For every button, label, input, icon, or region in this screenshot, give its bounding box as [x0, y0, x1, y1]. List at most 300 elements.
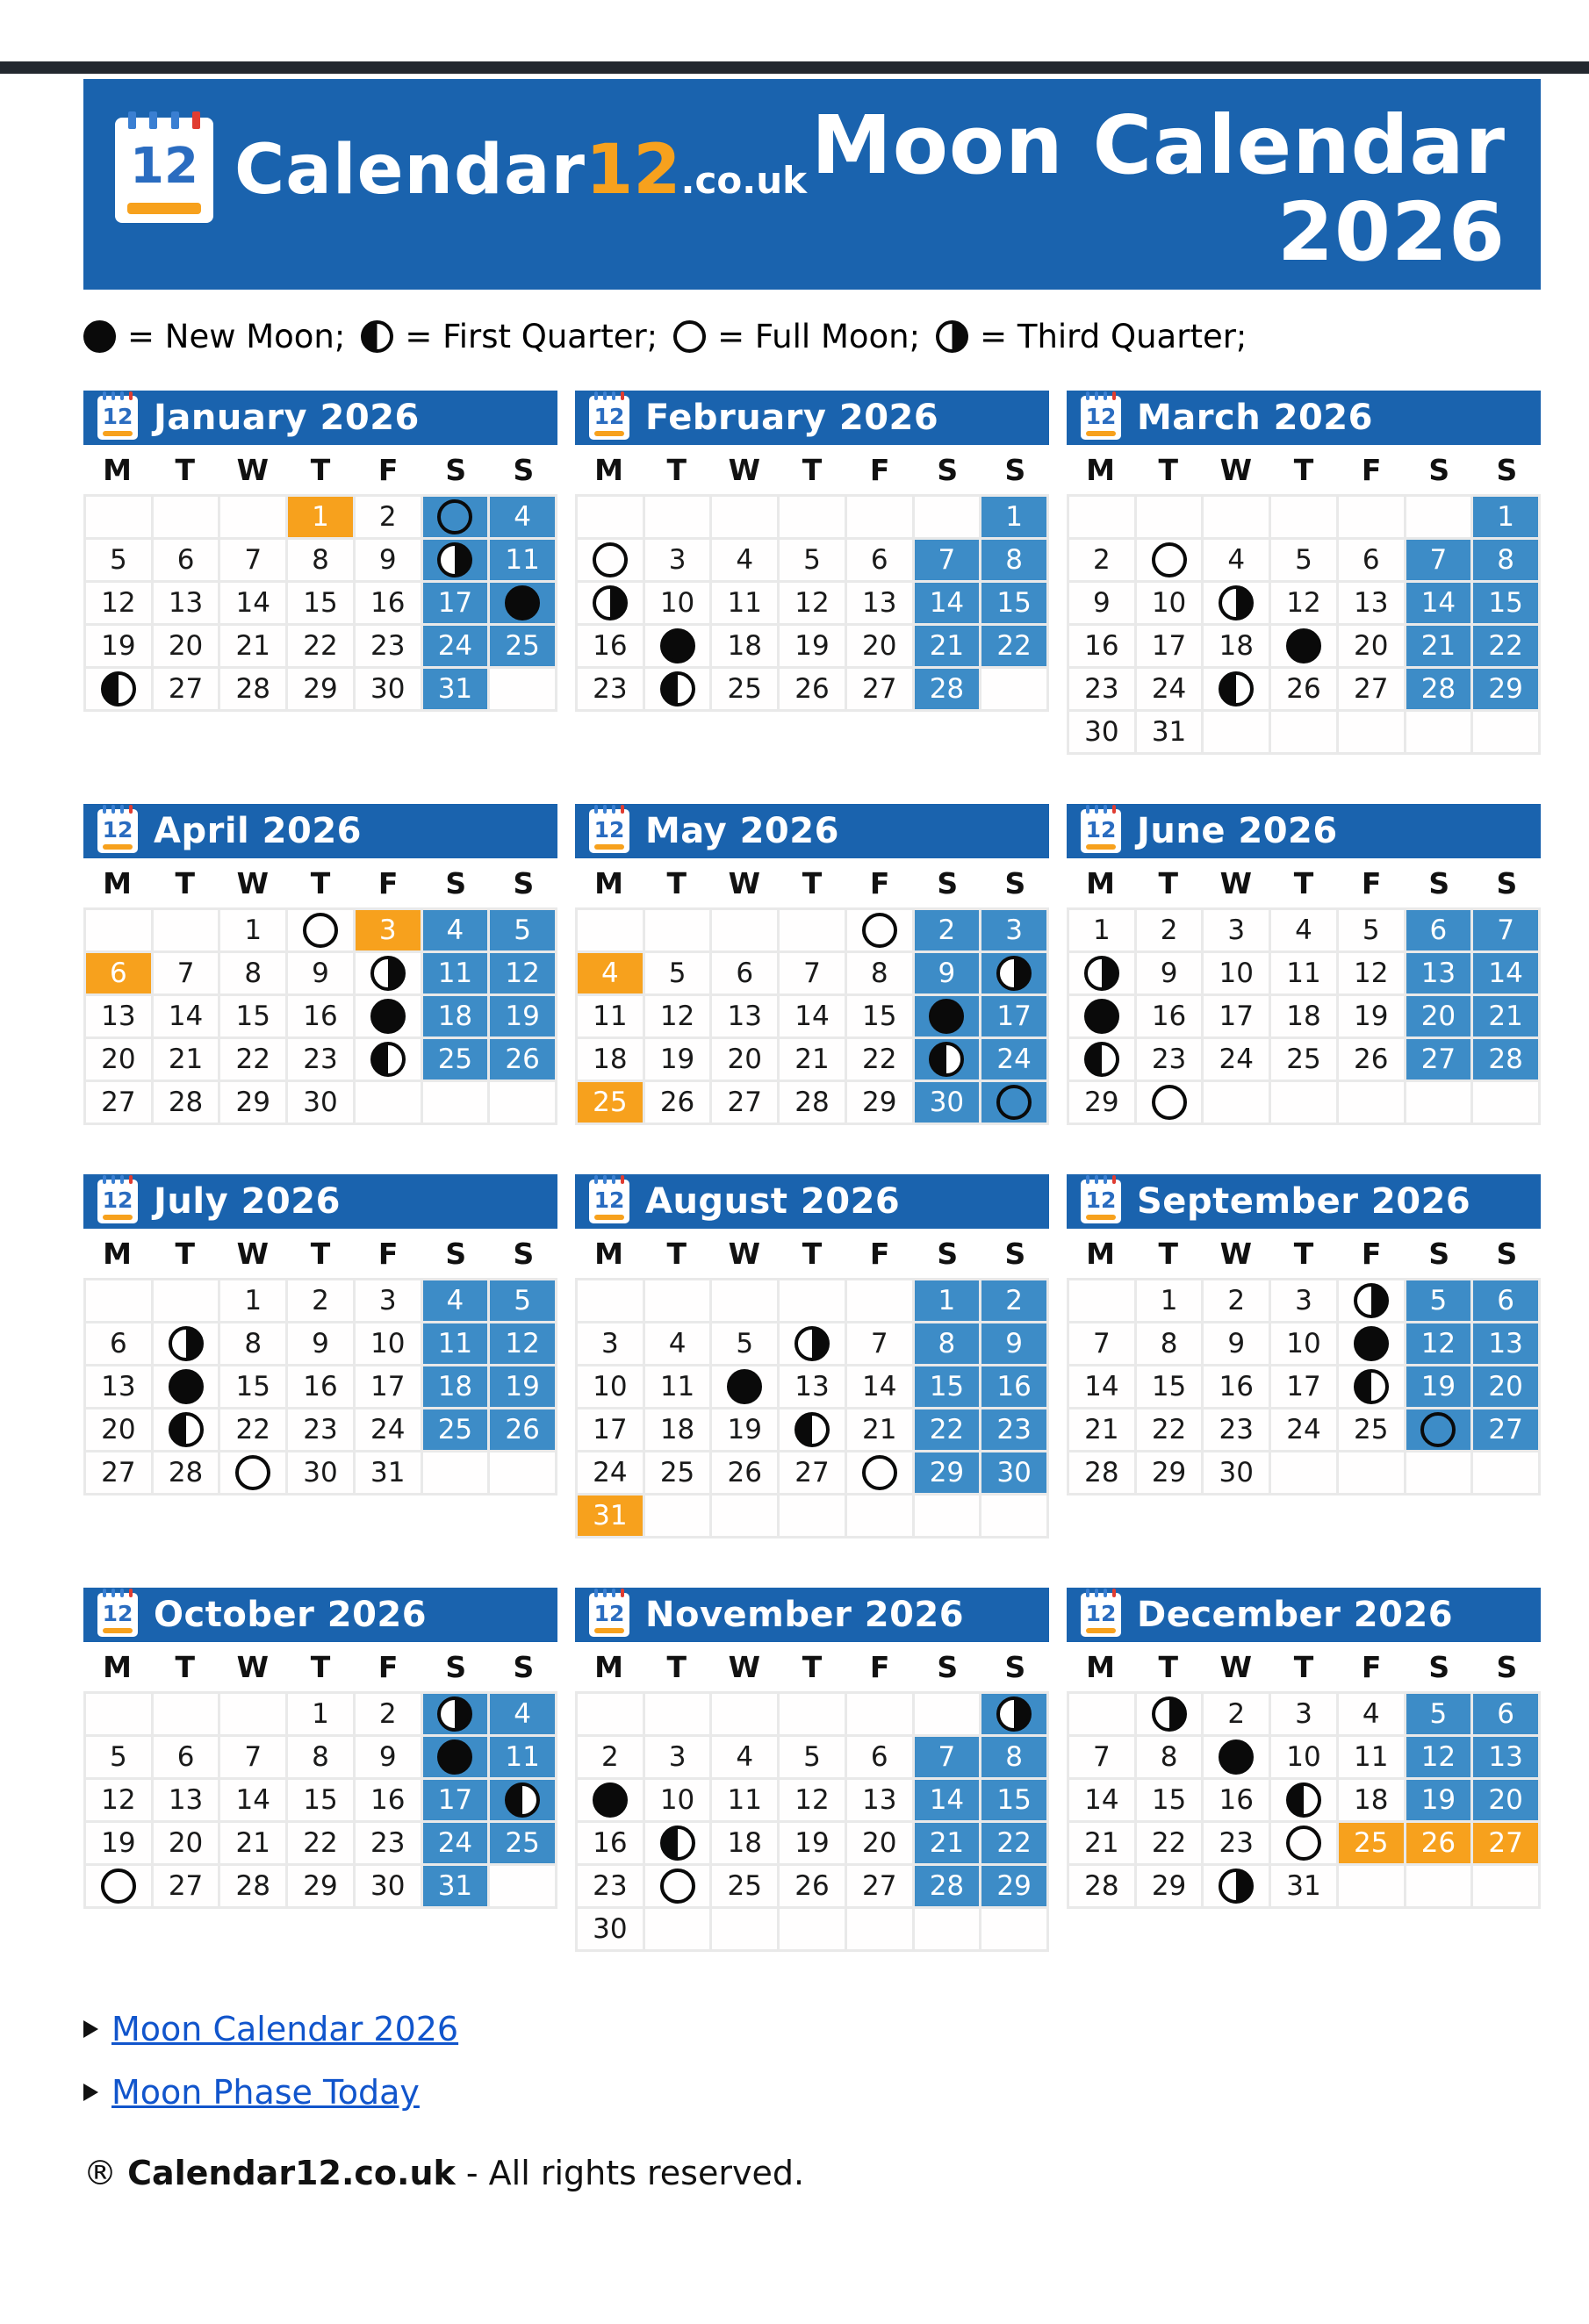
day-cell: 8: [288, 540, 353, 580]
moon-icon-new-moon: [727, 1369, 762, 1404]
day-of-week-label: W: [236, 1236, 270, 1271]
day-cell-empty: [712, 1909, 777, 1949]
day-cell: 16: [1204, 1780, 1269, 1820]
day-cell: 19: [1406, 1780, 1471, 1820]
day-of-week-label: T: [666, 452, 687, 487]
day-of-week-label: T: [666, 1649, 687, 1684]
day-cell: 25: [712, 1866, 777, 1906]
month-header: [83, 391, 557, 445]
month-day-grid: [1067, 1278, 1541, 1496]
day-cell: 27: [86, 1082, 151, 1123]
day-cell-empty: [423, 1082, 488, 1123]
day-of-week-label: M: [1086, 1236, 1115, 1271]
month-day-grid: [83, 494, 557, 712]
day-of-week-label: S: [513, 1649, 535, 1684]
day-cell: 15: [288, 1780, 353, 1820]
day-cell-moon-phase: [645, 669, 710, 709]
day-cell-empty: [86, 1280, 151, 1321]
day-of-week-row: [1067, 1642, 1541, 1691]
month-day-grid: [1067, 494, 1541, 755]
day-cell: 17: [356, 1366, 421, 1407]
day-of-week-label: W: [1219, 865, 1253, 900]
day-cell: 29: [1473, 669, 1538, 709]
day-cell-empty: [86, 910, 151, 950]
day-cell: 11: [578, 996, 643, 1036]
day-cell: 27: [1406, 1039, 1471, 1080]
day-cell: 8: [915, 1323, 980, 1364]
copyright-line: [83, 2154, 1589, 2192]
day-cell: 29: [288, 1866, 353, 1906]
day-of-week-label: M: [594, 452, 623, 487]
day-cell: 22: [220, 1409, 285, 1450]
day-of-week-label: W: [1219, 1649, 1253, 1684]
calendar-icon: 12: [589, 809, 629, 853]
day-cell: 21: [780, 1039, 845, 1080]
day-of-week-label: S: [1428, 452, 1450, 487]
moon-icon-third-quarter: [169, 1326, 204, 1361]
day-of-week-label: S: [1004, 1649, 1026, 1684]
moon-icon-full-moon: [1152, 542, 1187, 577]
month-title: December 2026: [1137, 1595, 1454, 1635]
month-title: November 2026: [645, 1595, 965, 1635]
day-of-week-label: T: [1158, 1649, 1178, 1684]
month-september-2026: [1067, 1174, 1541, 1496]
site-logo[interactable]: [115, 118, 807, 223]
day-cell: 9: [356, 1737, 421, 1777]
day-cell: 27: [847, 669, 912, 709]
day-cell: 27: [1473, 1823, 1538, 1863]
day-cell: 20: [847, 626, 912, 666]
day-cell: 30: [356, 1866, 421, 1906]
day-cell-moon-phase: [645, 1823, 710, 1863]
day-cell: 29: [1137, 1866, 1202, 1906]
day-of-week-label: S: [1428, 865, 1450, 900]
day-cell: 23: [356, 1823, 421, 1863]
day-of-week-label: T: [310, 1649, 331, 1684]
day-cell: 25: [1339, 1823, 1404, 1863]
day-cell-moon-phase: [1339, 1366, 1404, 1407]
day-cell-moon-phase: [1069, 996, 1134, 1036]
day-cell: 19: [712, 1409, 777, 1450]
day-of-week-label: S: [937, 452, 959, 487]
day-cell-empty: [712, 497, 777, 537]
day-cell: 10: [645, 583, 710, 623]
day-cell-empty: [780, 1496, 845, 1536]
calendar-icon: 12: [589, 1180, 629, 1223]
day-cell: 16: [356, 1780, 421, 1820]
day-cell-moon-phase: [1271, 1780, 1336, 1820]
day-of-week-label: T: [666, 1236, 687, 1271]
month-day-grid: [575, 907, 1049, 1125]
day-cell-empty: [1069, 1694, 1134, 1734]
day-cell: 9: [915, 953, 980, 993]
moon-icon-new-moon: [929, 999, 964, 1034]
day-cell: 17: [578, 1409, 643, 1450]
day-of-week-row: [1067, 1229, 1541, 1278]
link-moon-phase-today[interactable]: Moon Phase Today: [111, 2073, 420, 2112]
moon-icon-third-quarter: [593, 585, 628, 620]
month-title: August 2026: [645, 1181, 901, 1222]
day-of-week-label: T: [802, 1649, 823, 1684]
day-cell: 6: [1339, 540, 1404, 580]
calendar-icon: 12: [97, 396, 138, 440]
day-cell: 22: [1473, 626, 1538, 666]
day-of-week-label: M: [1086, 865, 1115, 900]
month-header: [1067, 1588, 1541, 1642]
day-cell-empty: [1137, 497, 1202, 537]
day-cell: 1: [1069, 910, 1134, 950]
day-cell-empty: [645, 910, 710, 950]
month-header: [83, 804, 557, 858]
day-cell-empty: [1204, 1082, 1269, 1123]
day-cell-moon-phase: [981, 953, 1046, 993]
day-cell: 27: [154, 1866, 219, 1906]
day-cell: 16: [288, 1366, 353, 1407]
day-cell-moon-phase: [1137, 1694, 1202, 1734]
day-cell: 4: [490, 497, 555, 537]
moon-icon-first-quarter: [794, 1412, 830, 1447]
day-cell: 12: [490, 1323, 555, 1364]
day-cell-moon-phase: [1204, 669, 1269, 709]
day-cell: 16: [1137, 996, 1202, 1036]
calendar-icon: 12: [97, 1593, 138, 1637]
day-cell: 16: [1204, 1366, 1269, 1407]
day-cell: 13: [847, 583, 912, 623]
month-title: March 2026: [1137, 398, 1373, 438]
day-cell: 10: [1271, 1737, 1336, 1777]
month-title: July 2026: [154, 1181, 341, 1222]
day-cell-moon-phase: [288, 910, 353, 950]
day-cell: 4: [578, 953, 643, 993]
day-cell-empty: [1339, 1082, 1404, 1123]
day-of-week-label: F: [869, 452, 890, 487]
day-cell: 4: [490, 1694, 555, 1734]
day-cell: 10: [645, 1780, 710, 1820]
day-of-week-label: S: [1496, 865, 1518, 900]
day-cell: 5: [1339, 910, 1404, 950]
day-cell: 29: [981, 1866, 1046, 1906]
day-cell: 25: [423, 1039, 488, 1080]
day-cell: 8: [981, 1737, 1046, 1777]
day-of-week-label: W: [728, 865, 761, 900]
day-cell-empty: [154, 1694, 219, 1734]
day-cell: 22: [288, 1823, 353, 1863]
day-of-week-label: F: [377, 865, 399, 900]
day-cell: 2: [578, 1737, 643, 1777]
day-cell: 13: [154, 583, 219, 623]
day-cell: 28: [1473, 1039, 1538, 1080]
day-cell: 29: [1137, 1452, 1202, 1493]
day-cell: 30: [356, 669, 421, 709]
legend-item-third-quarter: [936, 318, 1247, 355]
moon-icon-new-moon: [370, 999, 406, 1034]
day-cell: 17: [423, 583, 488, 623]
day-cell-moon-phase: [423, 540, 488, 580]
day-cell: 5: [1406, 1694, 1471, 1734]
day-of-week-row: [575, 445, 1049, 494]
brand-text: Calendar: [234, 131, 586, 210]
day-cell-empty: [1069, 1280, 1134, 1321]
day-cell-empty: [86, 497, 151, 537]
day-cell: 21: [1069, 1409, 1134, 1450]
day-of-week-label: F: [1361, 865, 1382, 900]
day-cell: 26: [780, 669, 845, 709]
legend-item-full-moon: [673, 318, 920, 355]
legend-label: = Third Quarter;: [980, 318, 1247, 355]
day-cell: 10: [1271, 1323, 1336, 1364]
day-cell: 27: [1339, 669, 1404, 709]
moon-icon-third-quarter: [1152, 1696, 1187, 1732]
month-header: [575, 1588, 1049, 1642]
day-cell: 2: [1204, 1694, 1269, 1734]
day-cell: 8: [981, 540, 1046, 580]
day-of-week-label: S: [445, 865, 467, 900]
brand-number: 12: [585, 131, 681, 210]
day-cell: 14: [780, 996, 845, 1036]
month-title: September 2026: [1137, 1181, 1471, 1222]
day-cell: 13: [1473, 1323, 1538, 1364]
day-cell: 9: [1137, 953, 1202, 993]
day-cell-moon-phase: [1204, 1737, 1269, 1777]
day-cell-empty: [645, 1280, 710, 1321]
day-cell-moon-phase: [86, 669, 151, 709]
day-cell: 17: [423, 1780, 488, 1820]
day-cell: 29: [915, 1452, 980, 1493]
day-cell: 7: [1069, 1323, 1134, 1364]
day-cell: 11: [490, 540, 555, 580]
day-cell: 5: [712, 1323, 777, 1364]
day-cell: 4: [645, 1323, 710, 1364]
legend-label: = Full Moon;: [717, 318, 921, 355]
day-cell: 14: [915, 583, 980, 623]
day-cell-moon-phase: [423, 1694, 488, 1734]
day-cell-empty: [1069, 497, 1134, 537]
day-of-week-label: T: [175, 1649, 195, 1684]
day-cell: 23: [1204, 1823, 1269, 1863]
day-cell-empty: [712, 910, 777, 950]
day-cell: 1: [288, 497, 353, 537]
day-cell: 24: [981, 1039, 1046, 1080]
day-cell: 15: [1473, 583, 1538, 623]
copyright-text: - All rights reserved.: [465, 2154, 805, 2192]
day-cell-moon-phase: [154, 1409, 219, 1450]
day-cell: 27: [1473, 1409, 1538, 1450]
day-cell: 5: [780, 1737, 845, 1777]
day-cell: 19: [1406, 1366, 1471, 1407]
day-cell: 22: [220, 1039, 285, 1080]
day-of-week-label: S: [1496, 1236, 1518, 1271]
calendar-icon: 12: [589, 1593, 629, 1637]
day-of-week-label: F: [1361, 1236, 1382, 1271]
day-cell-empty: [1406, 1866, 1471, 1906]
page-title: [811, 98, 1506, 280]
day-of-week-label: T: [666, 865, 687, 900]
day-cell: 20: [847, 1823, 912, 1863]
day-of-week-label: T: [1293, 1236, 1314, 1271]
day-of-week-label: F: [1361, 1649, 1382, 1684]
month-day-grid: [575, 1691, 1049, 1952]
day-cell: 15: [220, 996, 285, 1036]
day-cell: 17: [1204, 996, 1269, 1036]
day-cell: 2: [1137, 910, 1202, 950]
day-cell: 2: [1204, 1280, 1269, 1321]
day-cell-moon-phase: [981, 1694, 1046, 1734]
footer-link-row: [83, 2073, 1589, 2112]
day-cell: 6: [154, 540, 219, 580]
day-cell: 18: [423, 996, 488, 1036]
day-cell-empty: [981, 669, 1046, 709]
day-cell: 6: [847, 1737, 912, 1777]
moon-icon-first-quarter: [361, 320, 393, 353]
day-cell: 28: [1069, 1866, 1134, 1906]
day-cell: 14: [1069, 1366, 1134, 1407]
link-moon-calendar-2026[interactable]: Moon Calendar 2026: [111, 2010, 459, 2048]
day-cell-empty: [1473, 1866, 1538, 1906]
day-of-week-label: S: [1496, 452, 1518, 487]
day-cell: 8: [220, 953, 285, 993]
month-day-grid: [83, 1691, 557, 1909]
day-of-week-label: S: [1496, 1649, 1518, 1684]
day-cell: 13: [154, 1780, 219, 1820]
day-cell: 5: [1406, 1280, 1471, 1321]
page-title-line1: Moon Calendar: [811, 98, 1506, 192]
moon-icon-full-moon: [101, 1869, 136, 1904]
day-cell: 28: [220, 1866, 285, 1906]
day-cell: 24: [578, 1452, 643, 1493]
day-cell-moon-phase: [915, 1039, 980, 1080]
day-cell: 27: [86, 1452, 151, 1493]
day-of-week-label: T: [802, 452, 823, 487]
day-cell: 25: [423, 1409, 488, 1450]
day-cell: 22: [1137, 1409, 1202, 1450]
day-cell-empty: [780, 910, 845, 950]
day-cell: 9: [981, 1323, 1046, 1364]
arrow-bullet-icon: [83, 2020, 98, 2038]
day-cell-moon-phase: [1204, 1866, 1269, 1906]
moon-icon-new-moon: [505, 585, 540, 620]
day-cell: 13: [1473, 1737, 1538, 1777]
day-cell: 6: [86, 1323, 151, 1364]
day-cell: 24: [1204, 1039, 1269, 1080]
day-cell: 7: [847, 1323, 912, 1364]
day-cell: 3: [578, 1323, 643, 1364]
day-cell-empty: [847, 497, 912, 537]
moon-icon-third-quarter: [437, 1696, 472, 1732]
legend-label: = New Moon;: [127, 318, 346, 355]
day-cell: 22: [847, 1039, 912, 1080]
day-of-week-label: S: [513, 1236, 535, 1271]
month-header: [575, 804, 1049, 858]
day-cell: 14: [220, 1780, 285, 1820]
day-of-week-label: W: [728, 1236, 761, 1271]
day-cell: 5: [1271, 540, 1336, 580]
day-cell: 2: [356, 1694, 421, 1734]
day-cell-moon-phase: [780, 1409, 845, 1450]
day-cell: 3: [1271, 1694, 1336, 1734]
day-cell: 20: [86, 1039, 151, 1080]
day-of-week-label: T: [1158, 865, 1178, 900]
day-cell: 27: [847, 1866, 912, 1906]
day-cell: 5: [86, 1737, 151, 1777]
moon-icon-full-moon: [437, 499, 472, 534]
moon-icon-full-moon: [1286, 1825, 1321, 1861]
day-cell: 18: [645, 1409, 710, 1450]
day-cell-moon-phase: [490, 583, 555, 623]
day-cell: 7: [915, 540, 980, 580]
day-cell: 14: [847, 1366, 912, 1407]
day-cell-empty: [578, 497, 643, 537]
day-cell: 3: [645, 1737, 710, 1777]
day-cell: 22: [915, 1409, 980, 1450]
month-day-grid: [83, 1278, 557, 1496]
day-cell: 1: [981, 497, 1046, 537]
day-cell-moon-phase: [423, 497, 488, 537]
month-day-grid: [1067, 1691, 1541, 1909]
day-cell: 20: [712, 1039, 777, 1080]
day-of-week-row: [83, 1229, 557, 1278]
day-cell-empty: [154, 1280, 219, 1321]
day-cell-moon-phase: [712, 1366, 777, 1407]
day-of-week-label: T: [175, 865, 195, 900]
day-cell-empty: [712, 1496, 777, 1536]
moon-icon-third-quarter: [996, 956, 1032, 991]
day-of-week-row: [575, 858, 1049, 907]
day-of-week-label: T: [1158, 452, 1178, 487]
day-of-week-label: S: [1004, 1236, 1026, 1271]
day-cell: 11: [645, 1366, 710, 1407]
day-cell-empty: [847, 1496, 912, 1536]
day-cell: 7: [154, 953, 219, 993]
day-cell: 31: [1137, 712, 1202, 752]
day-cell: 2: [981, 1280, 1046, 1321]
day-cell-moon-phase: [578, 583, 643, 623]
moon-icon-full-moon: [593, 542, 628, 577]
day-cell: 6: [847, 540, 912, 580]
day-cell: 20: [1339, 626, 1404, 666]
day-cell-empty: [915, 497, 980, 537]
day-cell-empty: [712, 1280, 777, 1321]
day-cell: 1: [220, 910, 285, 950]
day-cell: 10: [1204, 953, 1269, 993]
month-title: February 2026: [645, 398, 939, 438]
day-cell-empty: [915, 1909, 980, 1949]
day-cell: 12: [1271, 583, 1336, 623]
day-of-week-row: [1067, 445, 1541, 494]
day-cell: 8: [220, 1323, 285, 1364]
moon-icon-first-quarter: [1084, 1042, 1119, 1077]
day-cell: 31: [356, 1452, 421, 1493]
day-cell-moon-phase: [356, 953, 421, 993]
day-cell: 6: [1473, 1280, 1538, 1321]
day-cell: 22: [981, 626, 1046, 666]
day-cell: 12: [780, 1780, 845, 1820]
day-cell: 11: [490, 1737, 555, 1777]
day-cell: 13: [86, 996, 151, 1036]
day-cell: 20: [1473, 1366, 1538, 1407]
day-cell: 31: [423, 1866, 488, 1906]
day-cell: 15: [981, 1780, 1046, 1820]
day-cell-empty: [1473, 1082, 1538, 1123]
day-cell-empty: [780, 1280, 845, 1321]
month-june-2026: [1067, 804, 1541, 1125]
day-cell: 12: [645, 996, 710, 1036]
month-title: May 2026: [645, 811, 839, 851]
day-of-week-label: S: [513, 452, 535, 487]
day-cell: 30: [915, 1082, 980, 1123]
moon-icon-new-moon: [1219, 1739, 1254, 1775]
day-cell: 16: [578, 1823, 643, 1863]
day-of-week-label: T: [175, 452, 195, 487]
